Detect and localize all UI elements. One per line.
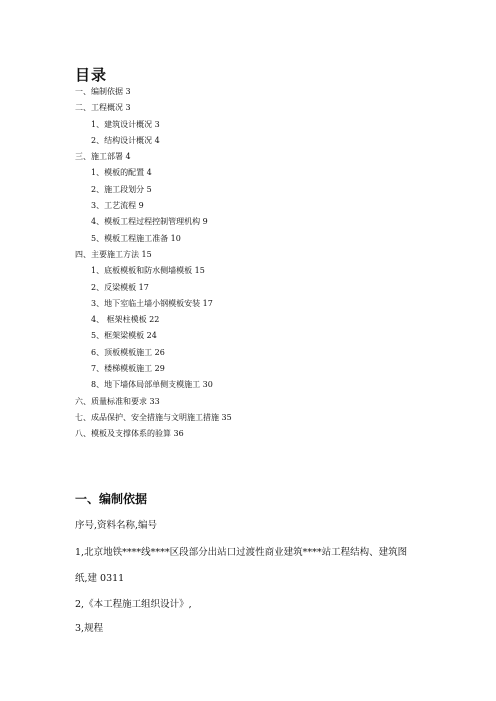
toc-entry[interactable]: 2、施工段划分 5: [91, 184, 152, 194]
toc-entry[interactable]: 4、模板工程过程控制管理机构 9: [91, 217, 208, 227]
toc-entry[interactable]: 6、顶板模板施工 26: [91, 347, 165, 357]
toc-entry[interactable]: 八、模板及支撑体系的验算 36: [75, 429, 184, 439]
toc-entry[interactable]: 7、楼梯模板施工 29: [91, 364, 165, 374]
toc-entry[interactable]: 3、工艺流程 9: [91, 201, 144, 211]
toc-entry[interactable]: 1、建筑设计概况 3: [91, 119, 160, 129]
toc-entry[interactable]: 七、成品保护、安全措施与文明施工措施 35: [75, 412, 232, 422]
toc-entry[interactable]: 2、反梁模板 17: [91, 282, 149, 292]
paragraph: 1,北京地铁****线****区段部分出站口过渡性商业建筑****站工程结构、建筑图: [75, 547, 408, 558]
paragraph: 2,《本工程施工组织设计》,: [75, 599, 192, 610]
toc-entry[interactable]: 六、质量标准和要求 33: [75, 396, 160, 406]
toc-entry[interactable]: 四、主要施工方法 15: [75, 249, 152, 259]
toc-entry[interactable]: 三、施工部署 4: [75, 152, 131, 162]
toc-entry[interactable]: 二、工程概况 3: [75, 103, 131, 113]
toc-entry[interactable]: 5、框架梁模板 24: [91, 331, 157, 341]
table-of-contents: [75, 88, 435, 447]
toc-entry[interactable]: 3、地下室临土墙小钢模板安装 17: [91, 298, 213, 308]
section-heading: 一、编制依据: [75, 492, 148, 506]
toc-entry[interactable]: 1、底板模板和防水侧墙模板 15: [91, 266, 205, 276]
paragraph: 序号,资料名称,编号: [75, 520, 158, 531]
paragraph: 3,规程: [75, 623, 104, 634]
toc-entry[interactable]: 5、模板工程施工准备 10: [91, 233, 181, 243]
toc-entry[interactable]: 4、 框架柱模板 22: [91, 315, 160, 325]
toc-entry[interactable]: 8、地下墙体局部单侧支模施工 30: [91, 380, 213, 390]
toc-entry[interactable]: 2、结构设计概况 4: [91, 135, 160, 145]
paragraph: 纸,建 0311: [75, 573, 125, 584]
toc-title: 目录: [75, 66, 108, 84]
toc-entry[interactable]: 1、模板的配置 4: [91, 168, 152, 178]
toc-entry[interactable]: 一、编制依据 3: [75, 87, 131, 96]
